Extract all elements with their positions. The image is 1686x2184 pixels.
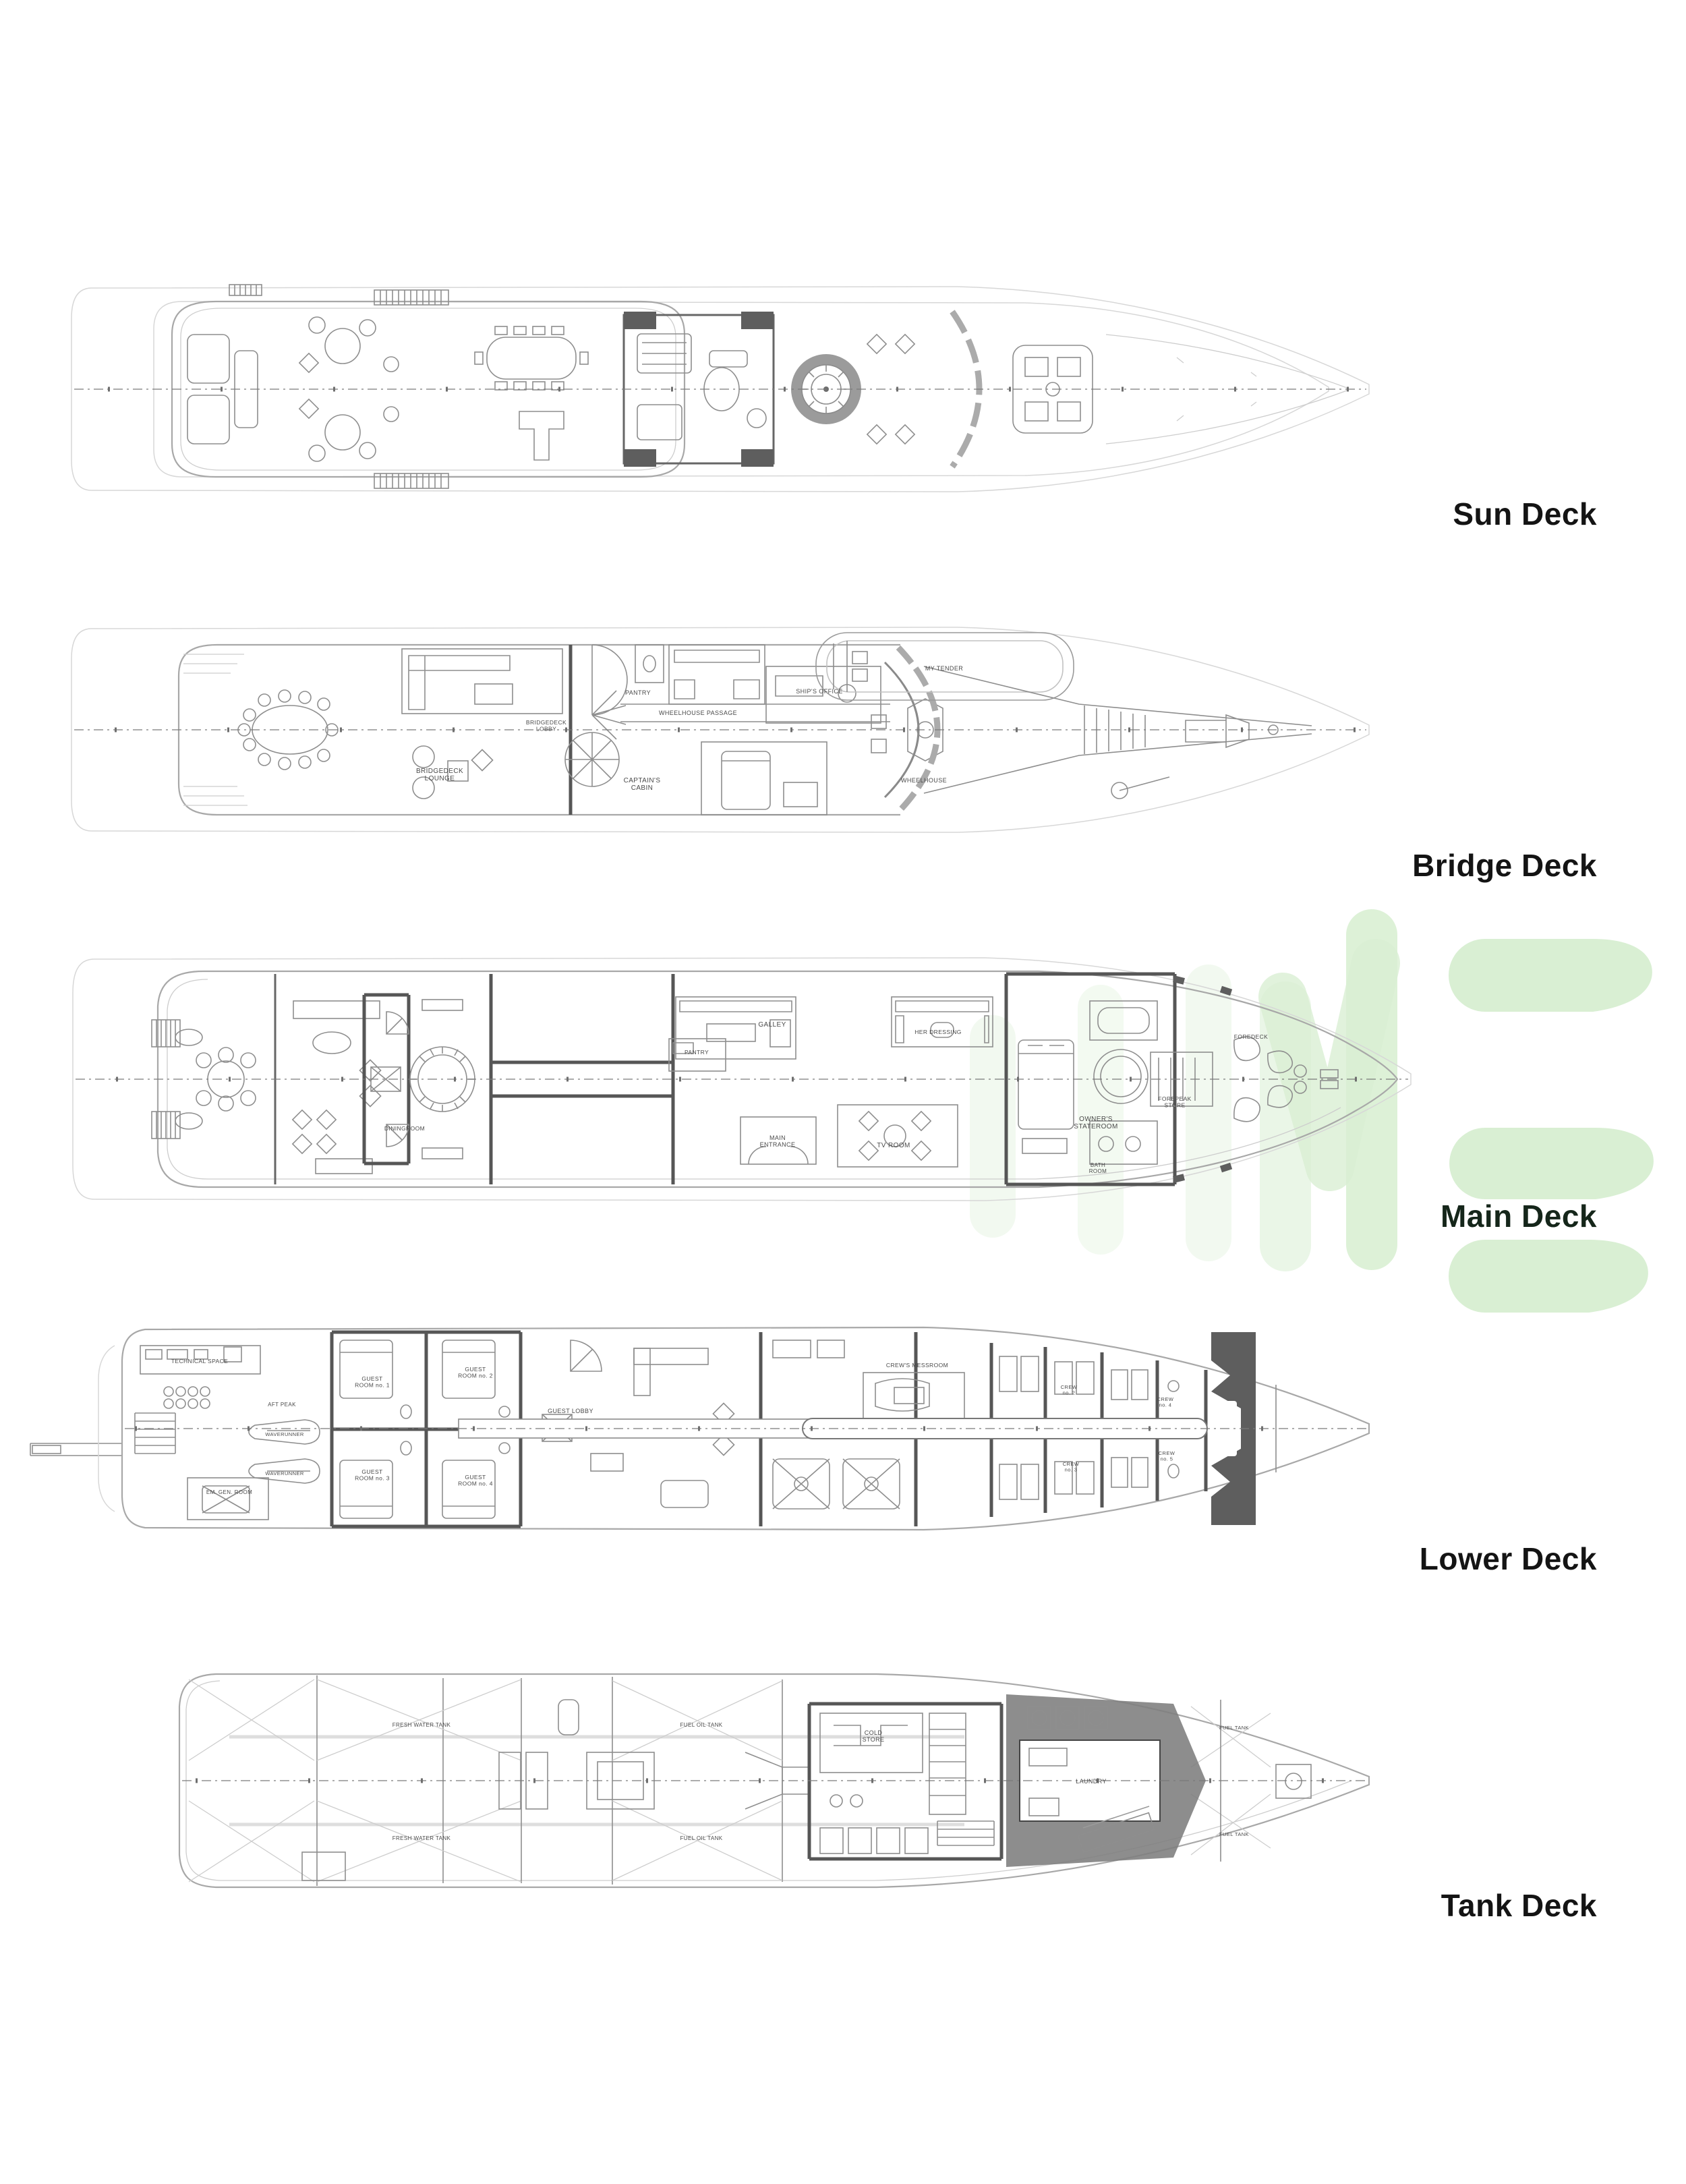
room-label: PANTRY	[684, 1049, 709, 1056]
room-label: GALLEY	[758, 1021, 786, 1029]
room-label: FRESH WATER TANK	[392, 1722, 451, 1728]
deck-label-bridge: Bridge Deck	[1412, 848, 1597, 883]
room-label: MY TENDER	[925, 665, 964, 672]
room-label: FUEL OIL TANK	[680, 1835, 723, 1841]
room-label: BRIDGEDECK LOBBY	[525, 719, 567, 732]
room-label: CREW no. 5	[1158, 1450, 1175, 1462]
room-label: SHIP'S OFFICE	[796, 688, 843, 695]
room-label: PANTRY	[624, 689, 651, 696]
room-label: DININGROOM	[384, 1125, 426, 1132]
room-label: TV ROOM	[877, 1142, 910, 1149]
room-label: BATH ROOM	[1088, 1162, 1107, 1174]
room-label: GUEST ROOM no. 3	[355, 1468, 390, 1482]
room-label: GUEST LOBBY	[548, 1408, 593, 1414]
room-label: EM. GEN. ROOM	[206, 1489, 253, 1495]
room-label: LAUNDRY	[1076, 1778, 1107, 1785]
room-label: WHEELHOUSE	[900, 777, 948, 784]
room-label: FUEL OIL TANK	[680, 1722, 723, 1728]
room-label: WHEELHOUSE PASSAGE	[658, 710, 738, 716]
room-label: FUEL TANK	[1219, 1831, 1249, 1837]
room-label: COLD STORE	[862, 1729, 885, 1743]
room-label: FOREDECK	[1233, 1033, 1269, 1040]
main-deck-plan	[27, 944, 1430, 1268]
room-label: TECHNICAL SPACE	[171, 1358, 229, 1364]
deck-label-sun: Sun Deck	[1453, 496, 1597, 531]
room-label: FUEL TANK	[1219, 1725, 1249, 1731]
room-label: FRESH WATER TANK	[392, 1835, 451, 1841]
bridge-deck-plan	[27, 614, 1430, 843]
room-label: CREW no. 4	[1157, 1396, 1174, 1408]
room-label: BRIDGEDECK LOUNGE	[415, 768, 464, 782]
room-label: WAVERUNNER	[265, 1470, 304, 1476]
room-label: HER DRESSING	[914, 1029, 962, 1035]
room-label: CAPTAIN'S CABIN	[623, 777, 661, 792]
sun-deck-plan	[27, 270, 1430, 499]
room-label: GUEST ROOM no. 4	[458, 1474, 493, 1487]
room-label: OWNER'S STATEROOM	[1074, 1116, 1118, 1130]
room-label: AFT PEAK	[268, 1402, 296, 1408]
room-label: WAVERUNNER	[265, 1431, 304, 1437]
room-label: CREW no. 3	[1062, 1461, 1080, 1473]
tank-deck-plan	[27, 1659, 1430, 1902]
lower-deck-plan	[27, 1305, 1430, 1555]
room-label: CREW no. 2	[1060, 1384, 1078, 1396]
room-label: GUEST ROOM no. 2	[458, 1366, 493, 1379]
deck-label-lower: Lower Deck	[1419, 1541, 1597, 1576]
deck-label-tank: Tank Deck	[1441, 1888, 1597, 1923]
room-label: FOREPEAK STORE	[1158, 1095, 1192, 1109]
deck-label-main: Main Deck	[1440, 1199, 1597, 1234]
room-label: CREW'S MESSROOM	[885, 1362, 949, 1369]
room-label: GUEST ROOM no. 1	[355, 1375, 390, 1389]
room-label: MAIN ENTRANCE	[759, 1134, 796, 1148]
